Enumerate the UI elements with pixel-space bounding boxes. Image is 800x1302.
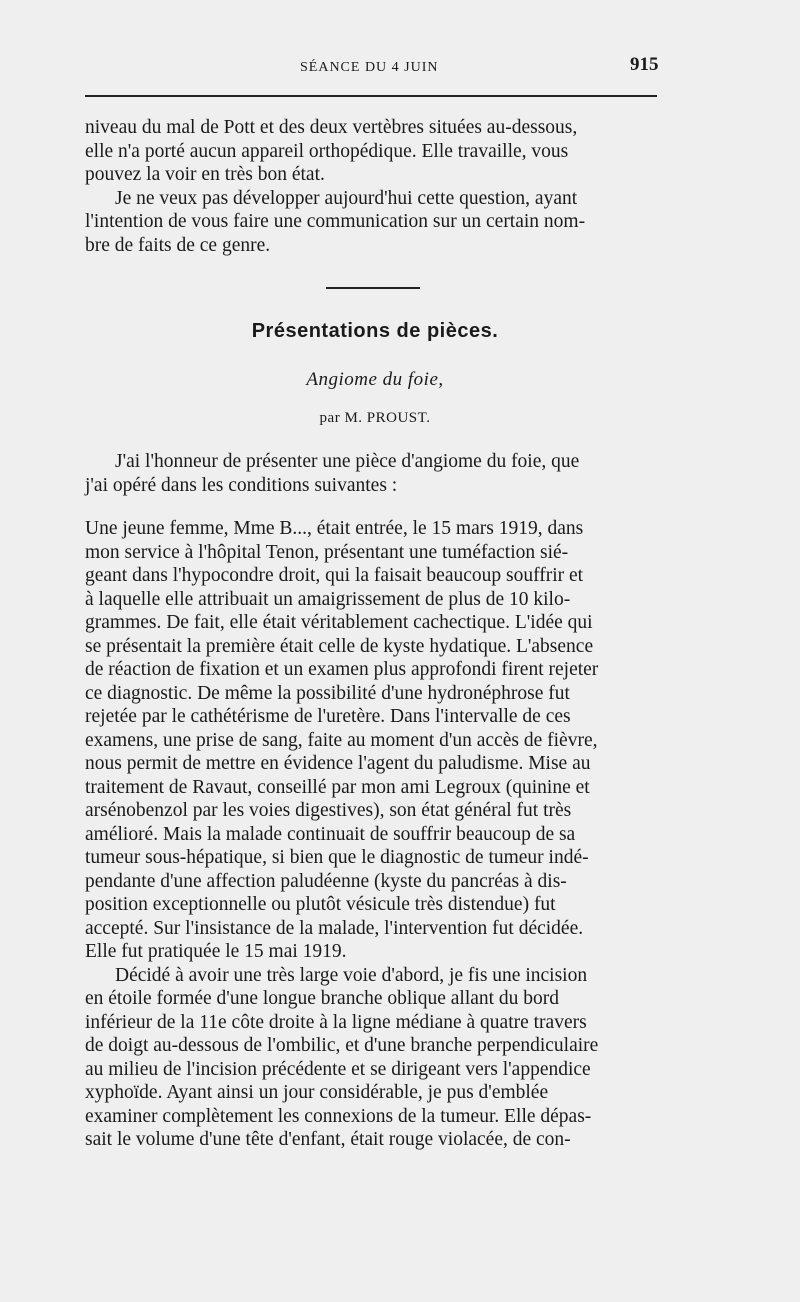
body-text bbox=[85, 517, 665, 1152]
text-line: sait le volume d'une tête d'enfant, était rouge violacée, de con- bbox=[85, 1129, 571, 1150]
text-line: au milieu de l'incision précédente et se dirigeant vers l'appendice bbox=[85, 1058, 591, 1080]
article-subtitle: Angiome du foie, bbox=[306, 369, 444, 390]
text-line: inférieur de la 11e côte droite à la ligne médiane à quatre travers bbox=[85, 1011, 587, 1033]
text-line: examiner complètement les connexions de la tumeur. Elle dépas- bbox=[85, 1105, 592, 1127]
text-line: Une jeune femme, Mme B..., était entrée, le 15 mars 1919, dans bbox=[85, 518, 584, 539]
text-line: ce diagnostic. De même la possibilité d'une hydronéphrose fut bbox=[85, 682, 570, 704]
text-line: geant dans l'hypocondre droit, qui la faisait beaucoup souffrir et bbox=[85, 565, 584, 586]
text-line: niveau du mal de Pott et des deux vertèbres situées au-dessous, bbox=[85, 117, 578, 138]
text-line: tumeur sous-hépatique, si bien que le diagnostic de tumeur indé- bbox=[85, 847, 589, 868]
text-line: Elle fut pratiquée le 15 mai 1919. bbox=[85, 941, 347, 962]
text-line: l'intention de vous faire une communication sur un certain nom- bbox=[85, 211, 586, 232]
text-line: pendante d'une affection paludéenne (kyste du pancréas à dis- bbox=[85, 870, 567, 892]
text-line: grammes. De fait, elle était véritablement cachectique. L'idée qui bbox=[85, 612, 593, 633]
intro-paragraph-2 bbox=[85, 187, 665, 258]
text-line: à laquelle elle attribuait un amaigrissement de plus de 10 kilo- bbox=[85, 588, 571, 610]
text-line: position exceptionnelle ou plutôt vésicule très distendue) fut bbox=[85, 894, 556, 915]
running-head: SÉANCE DU 4 JUIN bbox=[300, 60, 439, 75]
page-number: 915 bbox=[630, 54, 659, 75]
text-line: accepté. Sur l'insistance de la malade, l'intervention fut décidée. bbox=[85, 917, 584, 939]
text-line: arsénobenzol par les voies digestives), son état général fut très bbox=[85, 800, 572, 821]
intro-text bbox=[85, 116, 665, 257]
text-line: de réaction de fixation et un examen plus approfondi firent rejeter bbox=[85, 659, 599, 680]
text-line: pouvez la voir en très bon état. bbox=[85, 164, 325, 185]
article-author: par M. PROUST. bbox=[319, 410, 431, 426]
section-title: Présentations de pièces. bbox=[251, 320, 499, 342]
text-line: examens, une prise de sang, faite au moment d'un accès de fièvre, bbox=[85, 729, 598, 751]
section-separator bbox=[326, 287, 420, 289]
text-line: Décidé à avoir une très large voie d'abord, je fis une incision bbox=[115, 964, 588, 986]
text-line: elle n'a porté aucun appareil orthopédique. Elle travaille, vous bbox=[85, 140, 569, 162]
text-line: traitement de Ravaut, conseillé par mon ami Legroux (quinine et bbox=[85, 776, 590, 798]
text-line: bre de faits de ce genre. bbox=[85, 234, 271, 256]
intro-paragraph-1 bbox=[85, 116, 665, 187]
text-line: mon service à l'hôpital Tenon, présentant une tuméfaction sié- bbox=[85, 541, 569, 563]
text-line: j'ai opéré dans les conditions suivantes : bbox=[85, 474, 398, 496]
body-paragraph-2 bbox=[85, 517, 665, 964]
text-line: xyphoïde. Ayant ainsi un jour considérable, je pus d'emblée bbox=[85, 1082, 549, 1103]
text-line: Je ne veux pas développer aujourd'hui cette question, ayant bbox=[115, 187, 578, 209]
text-line: amélioré. Mais la malade continuait de souffrir beaucoup de sa bbox=[85, 823, 576, 845]
body-paragraph-1 bbox=[85, 450, 665, 497]
text-line: de doigt au-dessous de l'ombilic, et d'une branche perpendiculaire bbox=[85, 1035, 599, 1056]
text-line: en étoile formée d'une longue branche oblique allant du bord bbox=[85, 988, 560, 1009]
body-paragraph-3 bbox=[85, 964, 665, 1152]
text-line: rejetée par le cathétérisme de l'uretère. Dans l'intervalle de ces bbox=[85, 706, 571, 727]
header-rule bbox=[85, 95, 657, 97]
text-line: nous permit de mettre en évidence l'agent du paludisme. Mise au bbox=[85, 753, 591, 774]
text-line: J'ai l'honneur de présenter une pièce d'angiome du foie, que bbox=[115, 451, 580, 472]
text-line: se présentait la première était celle de kyste hydatique. L'absence bbox=[85, 635, 594, 657]
